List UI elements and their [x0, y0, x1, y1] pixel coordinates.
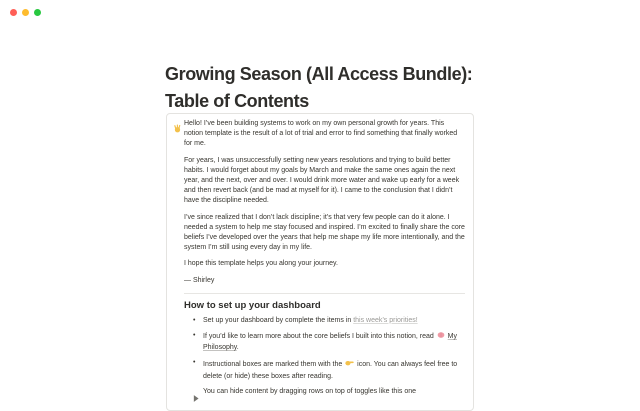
- window-controls: [10, 9, 41, 16]
- list-item-text: [203, 331, 465, 353]
- list-item-text: [203, 316, 465, 326]
- signature: — Shirley: [184, 276, 215, 284]
- list-item-pre: Set up your dashboard by complete the items in: [203, 316, 354, 324]
- page-title-line2: Table of Contents: [165, 91, 309, 111]
- callout-body: [184, 119, 465, 407]
- divider: [184, 293, 465, 294]
- callout-paragraph-2: For years, I was unsuccessfully setting new years resolutions and trying to build better habits. I would forget about my goals by March and make the same ones again the next year, and the next, over and over. I would drink more water and wake up early for a week and then revert back (and be mad at myself for it). I came to the conclusion that I didn’t have the discipline needed.: [184, 156, 460, 205]
- list-item-pre: Instructional boxes are marked them with the: [203, 361, 345, 369]
- bullet-list: [184, 316, 465, 407]
- list-item-post: icon. You can always feel free to delete (or hide) these boxes after reading.: [203, 361, 458, 380]
- wave-emoji-icon: [171, 119, 184, 138]
- callout-paragraph-3: I’ve since realized that I don’t lack discipline; it’s that very few people can do it alone. I needed a system to help me stay focused and inspired. I’m excited to finally share the core beliefs I’ve developed over the years that help me shape my life more intentionally, and the system I’m still using every day in my life.: [184, 213, 465, 252]
- list-item-post: .: [236, 344, 239, 352]
- point-right-emoji-icon: [345, 358, 354, 371]
- toggle-row[interactable]: [184, 387, 465, 407]
- minimize-button[interactable]: [22, 9, 29, 16]
- section-heading: How to set up your dashboard: [184, 299, 321, 311]
- callout-paragraph-1: Hello! I’ve been building systems to work on my own personal growth for years. This notion template is the result of a lot of trial and error to find something that finally worked for me.: [184, 120, 458, 148]
- bullet-dot: •: [193, 332, 196, 340]
- list-item-priorities: [184, 316, 465, 326]
- list-item-pre: If you’d like to learn more about the core beliefs I built into this notion, read: [203, 333, 436, 341]
- page-title: [165, 61, 472, 115]
- close-button[interactable]: [10, 9, 17, 16]
- bullet-dot: •: [193, 359, 196, 367]
- intro-callout: [166, 113, 474, 411]
- list-item-instructional: [184, 358, 465, 381]
- callout-paragraph-4: I hope this template helps you along your journey.: [184, 260, 338, 268]
- my-philosophy-link[interactable]: My Philosophy: [203, 333, 457, 352]
- zoom-button[interactable]: [34, 9, 41, 16]
- weekly-priorities-link[interactable]: this week’s priorities!: [353, 316, 418, 324]
- list-item-philosophy: [184, 331, 465, 353]
- toggle-triangle-icon[interactable]: [193, 387, 203, 407]
- page-title-line1: Growing Season (All Access Bundle):: [165, 64, 473, 84]
- bullet-dot: •: [193, 316, 196, 324]
- toggle-label: You can hide content by dragging rows on top of toggles like this one: [203, 387, 416, 395]
- list-item-text: [203, 358, 465, 381]
- brain-emoji-icon: [437, 331, 445, 343]
